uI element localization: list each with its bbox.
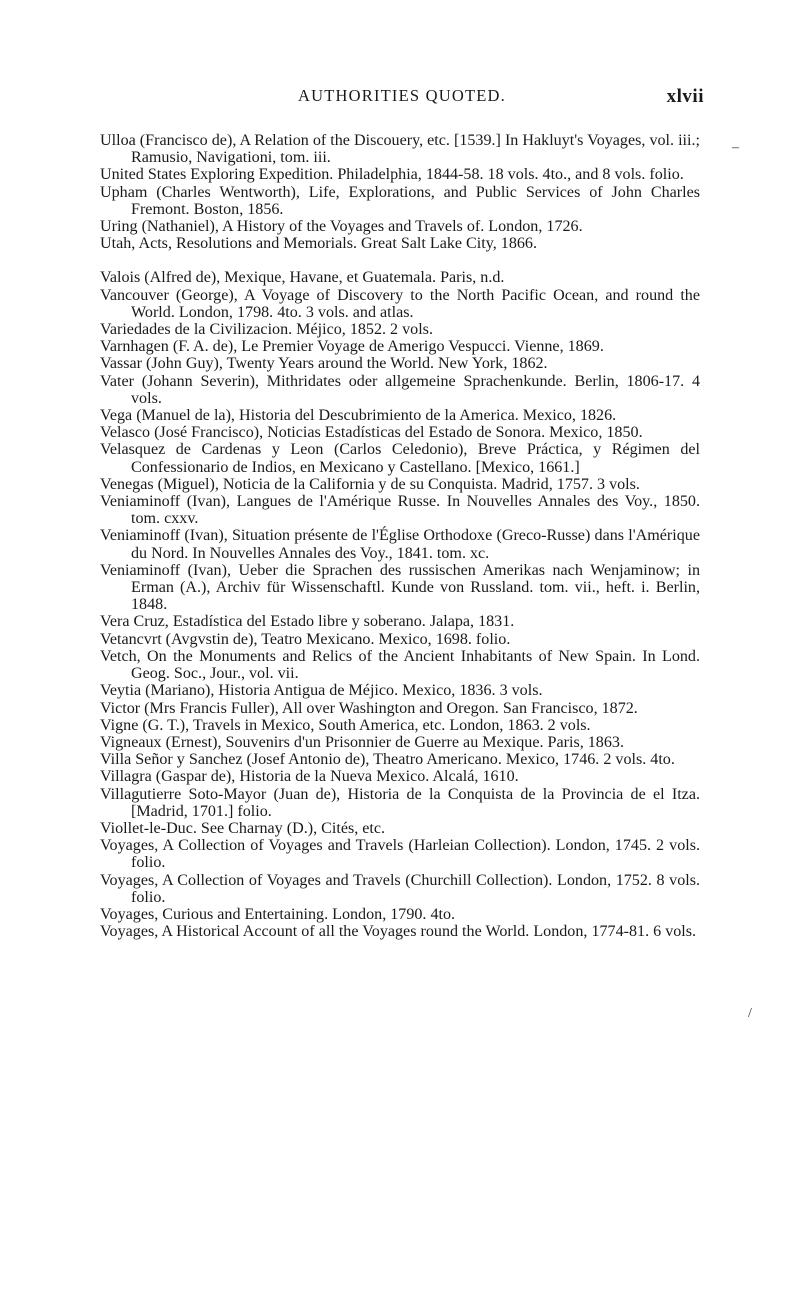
section-gap bbox=[100, 252, 700, 269]
bibliography-entry: Vera Cruz, Estadística del Estado libre y soberano. Jalapa, 1831. bbox=[100, 613, 515, 631]
bibliography-list bbox=[100, 132, 700, 940]
bibliography-entry: Veniaminoff (Ivan), Ueber die Sprachen des russischen Amerikas nach Wenjaminow; in Erman (A.), Archiv für Wissenschaftl. Kunde von Russland. tom. vii., heft. i. Berlin, 1848. bbox=[100, 561, 700, 614]
running-title: AUTHORITIES QUOTED. bbox=[298, 86, 506, 105]
bibliography-entry: Voyages, A Collection of Voyages and Travels (Churchill Collection). London, 1752. 8 vols. folio. bbox=[100, 871, 700, 906]
bibliography-entry: Velasco (José Francisco), Noticias Estadísticas del Estado de Sonora. Mexico, 1850. bbox=[100, 424, 643, 442]
bibliography-entry: Veytia (Mariano), Historia Antigua de Méjico. Mexico, 1836. 3 vols. bbox=[100, 682, 543, 700]
bibliography-entry: Velasquez de Cardenas y Leon (Carlos Celedonio), Breve Práctica, y Régimen del Confessionario de Indios, en Mexicano y Castellano. [Mexico, 1661.] bbox=[100, 441, 700, 476]
bibliography-entry: Vancouver (George), A Voyage of Discovery to the North Pacific Ocean, and round the World. London, 1798. 4to. 3 vols. and atlas. bbox=[100, 286, 700, 321]
bibliography-entry: Valois (Alfred de), Mexique, Havane, et Guatemala. Paris, n.d. bbox=[100, 269, 505, 287]
page-number: xlvii bbox=[666, 86, 704, 107]
bibliography-entry: Upham (Charles Wentworth), Life, Explorations, and Public Services of John Charles Fremont. Boston, 1856. bbox=[100, 183, 700, 218]
bibliography-entry: Varnhagen (F. A. de), Le Premier Voyage de Amerigo Vespucci. Vienne, 1869. bbox=[100, 338, 604, 356]
bibliography-entry: Veniaminoff (Ivan), Situation présente de l'Église Orthodoxe (Greco-Russe) dans l'Amérique du Nord. In Nouvelles Annales des Voy., 1841. tom. xc. bbox=[100, 527, 700, 562]
bibliography-entry: Vater (Johann Severin), Mithridates oder allgemeine Sprachenkunde. Berlin, 1806-17. 4 vols. bbox=[100, 372, 700, 407]
bibliography-entry: Viollet-le-Duc. See Charnay (D.), Cités, etc. bbox=[100, 819, 386, 837]
bibliography-entry: Voyages, A Collection of Voyages and Travels (Harleian Collection). London, 1745. 2 vols. folio. bbox=[100, 837, 700, 872]
bibliography-entry: Venegas (Miguel), Noticia de la California y de su Conquista. Madrid, 1757. 3 vols. bbox=[100, 475, 640, 493]
running-header bbox=[100, 86, 704, 110]
bibliography-entry: Villa Señor y Sanchez (Josef Antonio de), Theatro Americano. Mexico, 1746. 2 vols. 4to. bbox=[100, 751, 675, 769]
bibliography-entry: Ulloa (Francisco de), A Relation of the Discouery, etc. [1539.] In Hakluyt's Voyages, vol. iii.; Ramusio, Navigationi, tom. iii. bbox=[100, 132, 700, 167]
bibliography-entry: Vigne (G. T.), Travels in Mexico, South America, etc. London, 1863. 2 vols. bbox=[100, 716, 591, 734]
bibliography-entry: Voyages, A Historical Account of all the Voyages round the World. London, 1774-81. 6 vols. bbox=[100, 923, 697, 941]
bibliography-entry: Vetancvrt (Avgvstin de), Teatro Mexicano. Mexico, 1698. folio. bbox=[100, 630, 511, 648]
bibliography-entry: Variedades de la Civilizacion. Méjico, 1852. 2 vols. bbox=[100, 321, 433, 339]
bibliography-entry: Vassar (John Guy), Twenty Years around the World. New York, 1862. bbox=[100, 355, 548, 373]
bibliography-entry: Villagutierre Soto-Mayor (Juan de), Historia de la Conquista de la Provincia de el Itza. [Madrid, 1701.] folio. bbox=[100, 785, 700, 820]
bibliography-entry: Villagra (Gaspar de), Historia de la Nueva Mexico. Alcalá, 1610. bbox=[100, 768, 519, 786]
bibliography-entry: Vega (Manuel de la), Historia del Descubrimiento de la America. Mexico, 1826. bbox=[100, 407, 617, 425]
bibliography-entry: Utah, Acts, Resolutions and Memorials. Great Salt Lake City, 1866. bbox=[100, 235, 537, 253]
margin-dash-mark: – bbox=[732, 140, 739, 155]
margin-pencil-mark: / bbox=[748, 1006, 752, 1021]
bibliography-entry: Uring (Nathaniel), A History of the Voyages and Travels of. London, 1726. bbox=[100, 218, 583, 236]
bibliography-entry: Vetch, On the Monuments and Relics of the Ancient Inhabitants of New Spain. In Lond. Geog. Soc., Jour., vol. vii. bbox=[100, 647, 700, 683]
bibliography-entry: Vigneaux (Ernest), Souvenirs d'un Prisonnier de Guerre au Mexique. Paris, 1863. bbox=[100, 733, 624, 751]
bibliography-entry: Voyages, Curious and Entertaining. London, 1790. 4to. bbox=[100, 905, 456, 923]
bibliography-entry: Veniaminoff (Ivan), Langues de l'Amérique Russe. In Nouvelles Annales des Voy., 1850. tom. cxxv. bbox=[100, 493, 700, 528]
bibliography-entry: United States Exploring Expedition. Philadelphia, 1844-58. 18 vols. 4to., and 8 vols. folio. bbox=[100, 166, 684, 184]
bibliography-entry: Victor (Mrs Francis Fuller), All over Washington and Oregon. San Francisco, 1872. bbox=[100, 699, 638, 717]
